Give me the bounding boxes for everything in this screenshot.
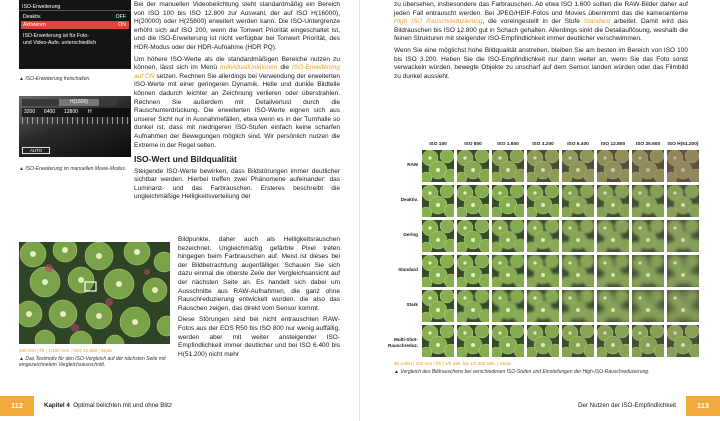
iso-ticks <box>22 117 130 124</box>
tile-image <box>492 290 524 322</box>
tile-image <box>667 325 699 357</box>
tile-image <box>562 185 594 217</box>
photo-caption: ▲ Das Testmotiv für den ISO-Vergleich auf der nächsten Seite mit eingezeichnetem Vergleichsausschnitt. <box>19 356 166 369</box>
grid-tile <box>492 290 524 322</box>
tile-image <box>457 255 489 287</box>
grid-tile <box>597 255 629 287</box>
grid-tile <box>527 325 559 357</box>
text-column-right <box>394 1 688 84</box>
tile-image <box>527 290 559 322</box>
grid-tile <box>457 290 489 322</box>
menu-row-activate: Aktivieren ON <box>21 21 129 29</box>
tile-image <box>422 185 454 217</box>
grid-tile <box>527 220 559 252</box>
tile-image <box>667 150 699 182</box>
text-column-upper <box>134 1 340 205</box>
grid-tile <box>667 185 699 217</box>
grid-tile <box>492 220 524 252</box>
tile-image <box>597 220 629 252</box>
tile-image <box>562 255 594 287</box>
tile-image <box>457 290 489 322</box>
footer-right: Der Nutzen der ISO-Empfindlichkeit <box>577 402 676 409</box>
grid-tile <box>632 325 664 357</box>
tile-image <box>632 220 664 252</box>
grid-tile <box>597 220 629 252</box>
grid-row-label-5: Multi-Shot-Rauschreduz. <box>388 337 419 348</box>
paragraph-noise-cont: Bildpunkte, daher auch als Helligkeitsrauschen bezeichnet. Ungleichmäßig gefärbte Pixel treten hingegen beim Farbrauschen auf. Meist ist dieses bei der Bildbetrachtung augenfälliger. Schauen Sie sich dazu einmal die oberste Zeile der Vergleichsansicht auf der nächsten Seite an. Es handelt sich dabei um Ausschnitte aus RAW-Aufnahmen, die ganz ohne Rauschreduzierung entwickelt wurden, die also das Rauschen zeigen, das direkt vom Sensor kommt. <box>178 236 340 312</box>
menu-info-line-1: ISO-Erweiterung ist für Foto- <box>23 33 90 39</box>
tile-image <box>527 255 559 287</box>
tile-image <box>492 220 524 252</box>
tile-image <box>632 185 664 217</box>
tile-image <box>422 150 454 182</box>
grid-tile <box>667 290 699 322</box>
grid-tile <box>667 220 699 252</box>
tile-image <box>632 290 664 322</box>
test-motif-photo <box>19 242 170 344</box>
grid-tile <box>667 150 699 182</box>
tile-image <box>667 255 699 287</box>
tile-image <box>597 325 629 357</box>
tile-image <box>597 185 629 217</box>
photo-exif: 100 mm | f/8 | 1/100 Sek. | ISO 12.800 | Stativ <box>19 348 113 353</box>
paragraph-raw-noise: Diese Störungen sind bei nicht entrauschten RAW-Fotos aus der EOS R50 bis ISO 800 nur wenig auffällig, werden aber mit weiter ansteigender ISO-Empfindlichkeit immer deutlicher und bei ISO 6.400 bis H(51.200) nicht mehr <box>178 316 340 358</box>
tile-image <box>527 150 559 182</box>
tile-image <box>492 325 524 357</box>
tile-image <box>597 150 629 182</box>
tile-image <box>527 185 559 217</box>
grid-tile <box>562 255 594 287</box>
menu-info-line-2: und Video-Aufn. unterschiedlich <box>23 40 97 46</box>
grid-tile <box>422 325 454 357</box>
paragraph-noise-intro: Steigende ISO-Werte bewirken, dass Bildstörungen immer deutlicher sichtbar werden. Hierbei treffen zwei Phänomene aufeinander: das Luminanz- und das Farbrauschen. Ersteres beschreibt die ungleichmäßige Helligkeitsverteilung der <box>134 167 340 201</box>
tile-image <box>422 255 454 287</box>
iso-scale: 3200 6400 12800 H <box>22 108 130 117</box>
auto-button: AUTO <box>22 147 50 154</box>
caption-triangle-icon: ▲ <box>19 76 26 82</box>
tile-image <box>457 325 489 357</box>
tile-image <box>562 290 594 322</box>
grid-row-label-0: RAW <box>407 162 418 167</box>
grid-header-3: ISO 3.200 <box>532 142 554 147</box>
grid-header-7: ISO H(51.200) <box>667 142 699 147</box>
tile-image <box>667 290 699 322</box>
grid-tile <box>597 325 629 357</box>
grid-tile <box>632 290 664 322</box>
paragraph-noise-reduction: zu übersehen, insbesondere das Farbrauschen. Ab etwa ISO 1.600 sollten die RAW-Bilder daher auf jeden Fall entrauscht werden. Bei JPEG/HEIF-Fotos und Movies übernimmt das die kamerainterne High ISO Rauschreduzierung, die voreingestellt in der Stufe Standard arbeitet. Damit wird das Bildrauschen bis ISO 12.800 gut in Schach gehalten. Allerdings sinkt die Detailauflösung, weshalb die feinen Strukturen mit steigender ISO-Empfindlichkeit immer deutlicher verschwimmen. <box>394 1 688 43</box>
grid-tile <box>422 150 454 182</box>
grid-tile <box>457 220 489 252</box>
grid-tile <box>527 255 559 287</box>
tile-image <box>632 255 664 287</box>
grid-tile <box>562 325 594 357</box>
right-page <box>360 0 720 421</box>
grid-tile <box>562 290 594 322</box>
paragraph-quality-advice: Wenn Sie eine möglichst hohe Bildqualität anstreben, bleiben Sie am besten im Bereich von ISO 100 bis ISO 3.200. Heben Sie die ISO-Empfindlichkeit nur dann weiter an, wenn Sie das Foto sonst verwackeln würden, bewegte Objekte zu unscharf auf dem Sensor landen würden oder das Filmbild zu dunkel aussieht. <box>394 46 688 80</box>
tile-image <box>597 290 629 322</box>
grid-row-label-2: Gering <box>403 232 418 237</box>
screenshot-caption-2: ▲ ISO-Erweiterung im manuellen Movie-Modus. <box>19 166 127 172</box>
tile-image <box>457 185 489 217</box>
tile-image <box>667 185 699 217</box>
grid-tile <box>457 325 489 357</box>
grid-tile <box>667 255 699 287</box>
tile-image <box>492 185 524 217</box>
tile-image <box>562 325 594 357</box>
grid-header-5: ISO 12.800 <box>600 142 626 147</box>
succulent-image <box>19 242 170 344</box>
tile-image <box>562 220 594 252</box>
grid-row-label-3: Standard <box>398 267 418 272</box>
grid-tile <box>422 255 454 287</box>
tile-image <box>457 150 489 182</box>
grid-caption: ▲ Vergleich des Bildrauschens bei verschiedenen ISO-Stufen und Einstellungen der High-ISO-Rauschreduzierung. <box>394 369 650 375</box>
grid-tile <box>562 185 594 217</box>
grid-tile <box>597 150 629 182</box>
tile-image <box>457 220 489 252</box>
grid-header-6: ISO 25.600 <box>635 142 661 147</box>
grid-tile <box>422 220 454 252</box>
tile-image <box>527 325 559 357</box>
grid-tile <box>597 185 629 217</box>
grid-tile <box>597 290 629 322</box>
grid-tile <box>562 150 594 182</box>
page-number-right: 113 <box>686 396 720 416</box>
tile-image <box>422 220 454 252</box>
tile-image <box>492 150 524 182</box>
grid-tile <box>527 185 559 217</box>
grid-tile <box>457 150 489 182</box>
grid-tile <box>492 150 524 182</box>
grid-tile <box>457 185 489 217</box>
tile-image <box>632 325 664 357</box>
section-heading: ISO-Wert und Bildqualität <box>134 154 237 165</box>
tile-image <box>632 150 664 182</box>
iso-label: H(1600) <box>59 99 99 106</box>
grid-tile <box>457 255 489 287</box>
screenshot-caption-1: ▲ ISO-Erweiterung freischalten. <box>19 76 91 82</box>
paragraph-iso-extension: Um höhere ISO-Werte als die standardmäßigen Bereiche nutzen zu können, lässt sich im Menü Individualfunktionen die ISO-Erweiterung auf ON setzen. Rechnen Sie allerdings bei Verwendung der erweiterten ISO-Werte mit einer geringeren Dynamik. Helle und dunkle Bildteile können dadurch leichter an Zeichnung verlieren oder überstrahlen. Rechnen Sie außerdem mit Detailverlust durch die Rauschunterdrückung. Die erweiterten ISO-Werte eignen sich aus unserer Sicht nur in Ausnahmefällen, etwa wenn es in der Turnhalle so dunkel ist, dass mit niedrigeren ISO-Stufen einfach keine scharfen Aufnahmen der Bewegungen möglich sind. Wir persönlich nutzen die Extreme in der Regel selten. <box>134 55 341 149</box>
tile-image <box>492 255 524 287</box>
tile-image <box>422 290 454 322</box>
page-number-left: 112 <box>0 396 34 416</box>
menu-title: ISO-Erweiterung <box>19 3 131 11</box>
tile-image <box>527 220 559 252</box>
text-column-wrap <box>178 236 340 362</box>
grid-row-label-4: Stark <box>406 302 418 307</box>
grid-header-0: ISO 100 <box>429 142 447 147</box>
grid-tile <box>632 185 664 217</box>
camera-menu-screenshot <box>19 0 131 69</box>
grid-tile <box>667 325 699 357</box>
grid-tile <box>632 150 664 182</box>
grid-tile <box>562 220 594 252</box>
grid-tile <box>527 150 559 182</box>
grid-row-label-1: Deaktiv. <box>400 197 418 202</box>
grid-tile <box>422 290 454 322</box>
paragraph-video-iso: Bei der manuellen Videobelichtung steht standardmäßig ein Bereich von ISO 100 bis ISO 12.800 zur Auswahl, der auf ISO H(16000), H(20000) oder H(25600) erweitert werden kann. Die ISO-Untergrenze erhöht sich auf ISO 200, wenn die Tonwert Priorität eingeschaltet ist, und die ISO-Erweiterung ist nicht verfügbar bei Tonwert Priorität, des HDR-Modus oder der HDR-Aufnahme (HDR PQ). <box>134 1 340 51</box>
grid-tile <box>632 255 664 287</box>
footer-left: Kapitel 4 Optimal belichten mit und ohne Blitz <box>44 402 172 409</box>
grid-tile <box>492 185 524 217</box>
camera-liveview-screenshot <box>19 96 131 157</box>
tile-image <box>597 255 629 287</box>
grid-header-2: ISO 1.600 <box>497 142 519 147</box>
grid-tile <box>632 220 664 252</box>
grid-tile <box>422 185 454 217</box>
grid-header-1: ISO 800 <box>464 142 482 147</box>
tile-image <box>422 325 454 357</box>
tile-image <box>667 220 699 252</box>
grid-tile <box>527 290 559 322</box>
grid-exif: 60 x-Bild | 100 mm | f/8 | 1/5 Sek. bis 1/2.000 Sek. | Stativ <box>394 361 512 366</box>
menu-row-deactivate: Deaktiv. OFF <box>23 14 126 20</box>
tile-image <box>562 150 594 182</box>
grid-tile <box>492 255 524 287</box>
grid-tile <box>492 325 524 357</box>
grid-header-4: ISO 6.400 <box>567 142 589 147</box>
